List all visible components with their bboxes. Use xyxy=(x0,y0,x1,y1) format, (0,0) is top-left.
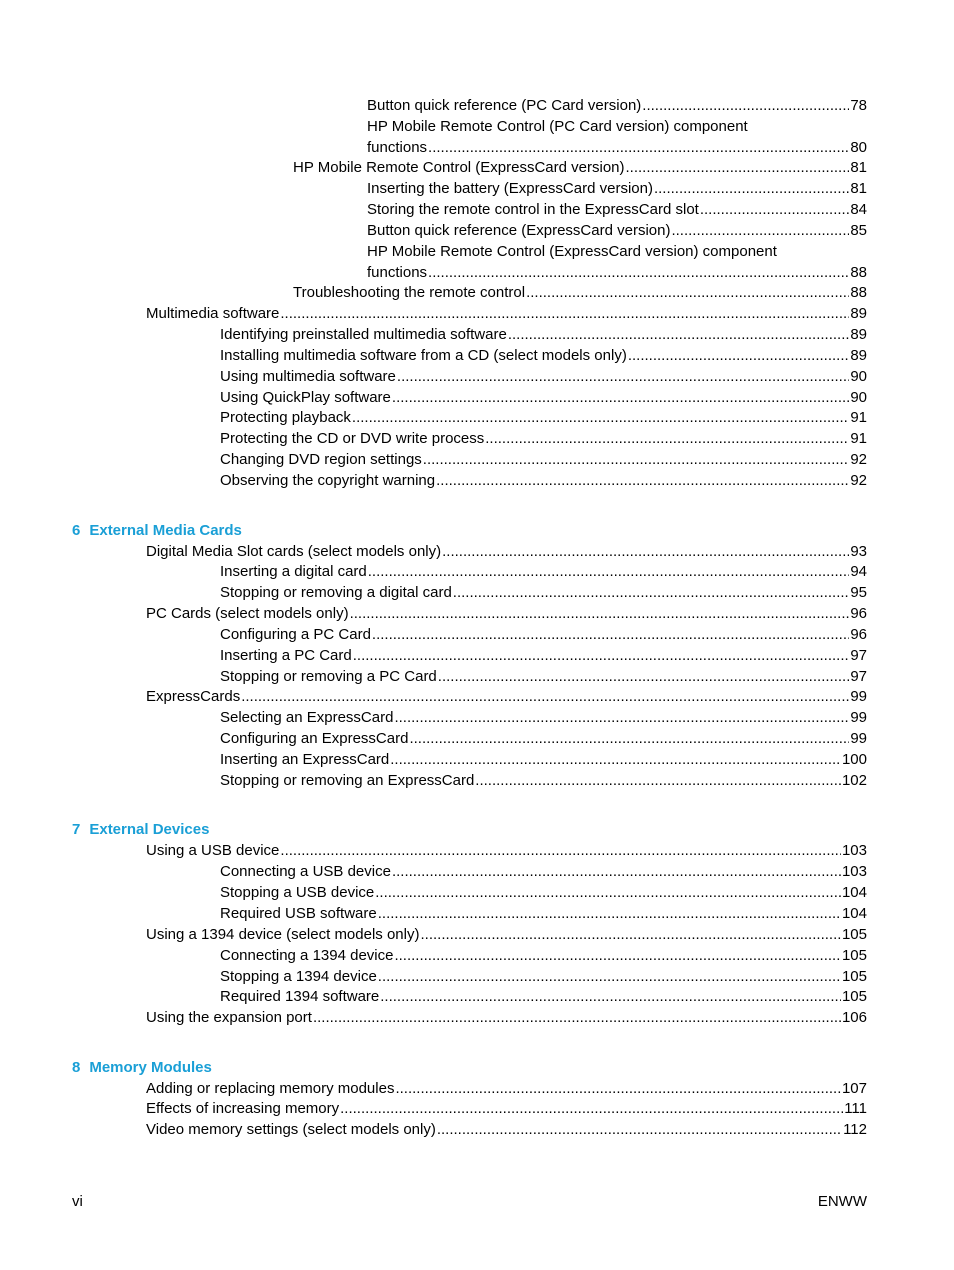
page-number: vi xyxy=(72,1193,83,1210)
toc-entry[interactable]: Stopping or removing an ExpressCard ..... 102 xyxy=(220,770,867,791)
toc-entry[interactable]: Connecting a 1394 device ..... 105 xyxy=(220,945,867,966)
toc-entry[interactable]: functions ..... 80 xyxy=(367,137,867,158)
toc-entry[interactable]: Protecting the CD or DVD write process ..... 91 xyxy=(220,428,867,449)
toc-entry[interactable]: Inserting an ExpressCard ..... 100 xyxy=(220,749,867,770)
toc-entry[interactable]: Required USB software ..... 104 xyxy=(220,903,867,924)
chapter-title: External Media Cards xyxy=(89,522,242,539)
toc-entry[interactable]: Stopping a 1394 device ..... 105 xyxy=(220,966,867,987)
chapter-number: 8 xyxy=(72,1059,81,1076)
toc-entry[interactable]: Observing the copyright warning ..... 92 xyxy=(220,470,867,491)
toc-entry[interactable]: Using QuickPlay software ..... 90 xyxy=(220,387,867,408)
toc-entry[interactable]: Connecting a USB device ..... 103 xyxy=(220,861,867,882)
toc-entry[interactable]: Using a USB device ..... 103 xyxy=(146,840,867,861)
chapter-heading[interactable] xyxy=(72,520,242,541)
toc-entry[interactable]: Digital Media Slot cards (select models only) ..... 93 xyxy=(146,541,867,562)
toc-entry[interactable]: Configuring an ExpressCard ..... 99 xyxy=(220,728,867,749)
toc-entry[interactable]: PC Cards (select models only) ..... 96 xyxy=(146,603,867,624)
toc-entry[interactable]: Inserting a digital card ..... 94 xyxy=(220,561,867,582)
toc-entry[interactable]: Button quick reference (PC Card version) ..... 78 xyxy=(367,95,867,116)
toc-entry[interactable]: Button quick reference (ExpressCard version) ..... 85 xyxy=(367,220,867,241)
chapter-heading[interactable] xyxy=(72,819,209,840)
toc-entry[interactable]: Stopping or removing a digital card ..... 95 xyxy=(220,582,867,603)
toc-entry[interactable]: Using the expansion port ..... 106 xyxy=(146,1007,867,1028)
toc-entry-wrapped-line[interactable]: HP Mobile Remote Control (ExpressCard version) component xyxy=(367,243,777,260)
chapter-title: External Devices xyxy=(89,821,210,838)
toc-entry[interactable]: functions ..... 88 xyxy=(367,262,867,283)
toc-entry[interactable]: Configuring a PC Card ..... 96 xyxy=(220,624,867,645)
toc-entry[interactable]: Troubleshooting the remote control ..... 88 xyxy=(293,282,867,303)
chapter-title: Memory Modules xyxy=(89,1059,212,1076)
toc-entry[interactable]: HP Mobile Remote Control (ExpressCard version) ..... 81 xyxy=(293,157,867,178)
toc-entry[interactable]: Stopping a USB device ..... 104 xyxy=(220,882,867,903)
toc-entry[interactable]: Video memory settings (select models only) ..... 112 xyxy=(146,1119,867,1140)
footer-doc-code: ENWW xyxy=(817,1193,867,1210)
toc-entry[interactable]: Storing the remote control in the ExpressCard slot ..... 84 xyxy=(367,199,867,220)
toc-entry[interactable]: Selecting an ExpressCard ..... 99 xyxy=(220,707,867,728)
chapter-heading[interactable] xyxy=(72,1057,212,1078)
toc-entry[interactable]: Installing multimedia software from a CD (select models only) ..... 89 xyxy=(220,345,867,366)
toc-entry[interactable]: Identifying preinstalled multimedia software ..... 89 xyxy=(220,324,867,345)
toc-entry[interactable]: Using multimedia software ..... 90 xyxy=(220,366,867,387)
toc-entry[interactable]: Stopping or removing a PC Card ..... 97 xyxy=(220,666,867,687)
toc-entry[interactable]: ExpressCards ..... 99 xyxy=(146,686,867,707)
toc-entry[interactable]: Effects of increasing memory ..... 111 xyxy=(146,1098,867,1119)
toc-entry[interactable]: Protecting playback ..... 91 xyxy=(220,407,867,428)
chapter-number: 7 xyxy=(72,821,81,838)
toc-entry[interactable]: Changing DVD region settings ..... 92 xyxy=(220,449,867,470)
chapter-number: 6 xyxy=(72,522,81,539)
toc-entry[interactable]: Multimedia software ..... 89 xyxy=(146,303,867,324)
toc-entry[interactable]: Inserting a PC Card ..... 97 xyxy=(220,645,867,666)
toc-entry[interactable]: Using a 1394 device (select models only) ..... 105 xyxy=(146,924,867,945)
toc-entry-wrapped-line[interactable]: HP Mobile Remote Control (PC Card version) component xyxy=(367,118,748,135)
toc-entry[interactable]: Inserting the battery (ExpressCard version) ..... 81 xyxy=(367,178,867,199)
toc-entry[interactable]: Required 1394 software ..... 105 xyxy=(220,986,867,1007)
toc-entry[interactable]: Adding or replacing memory modules ..... 107 xyxy=(146,1078,867,1099)
